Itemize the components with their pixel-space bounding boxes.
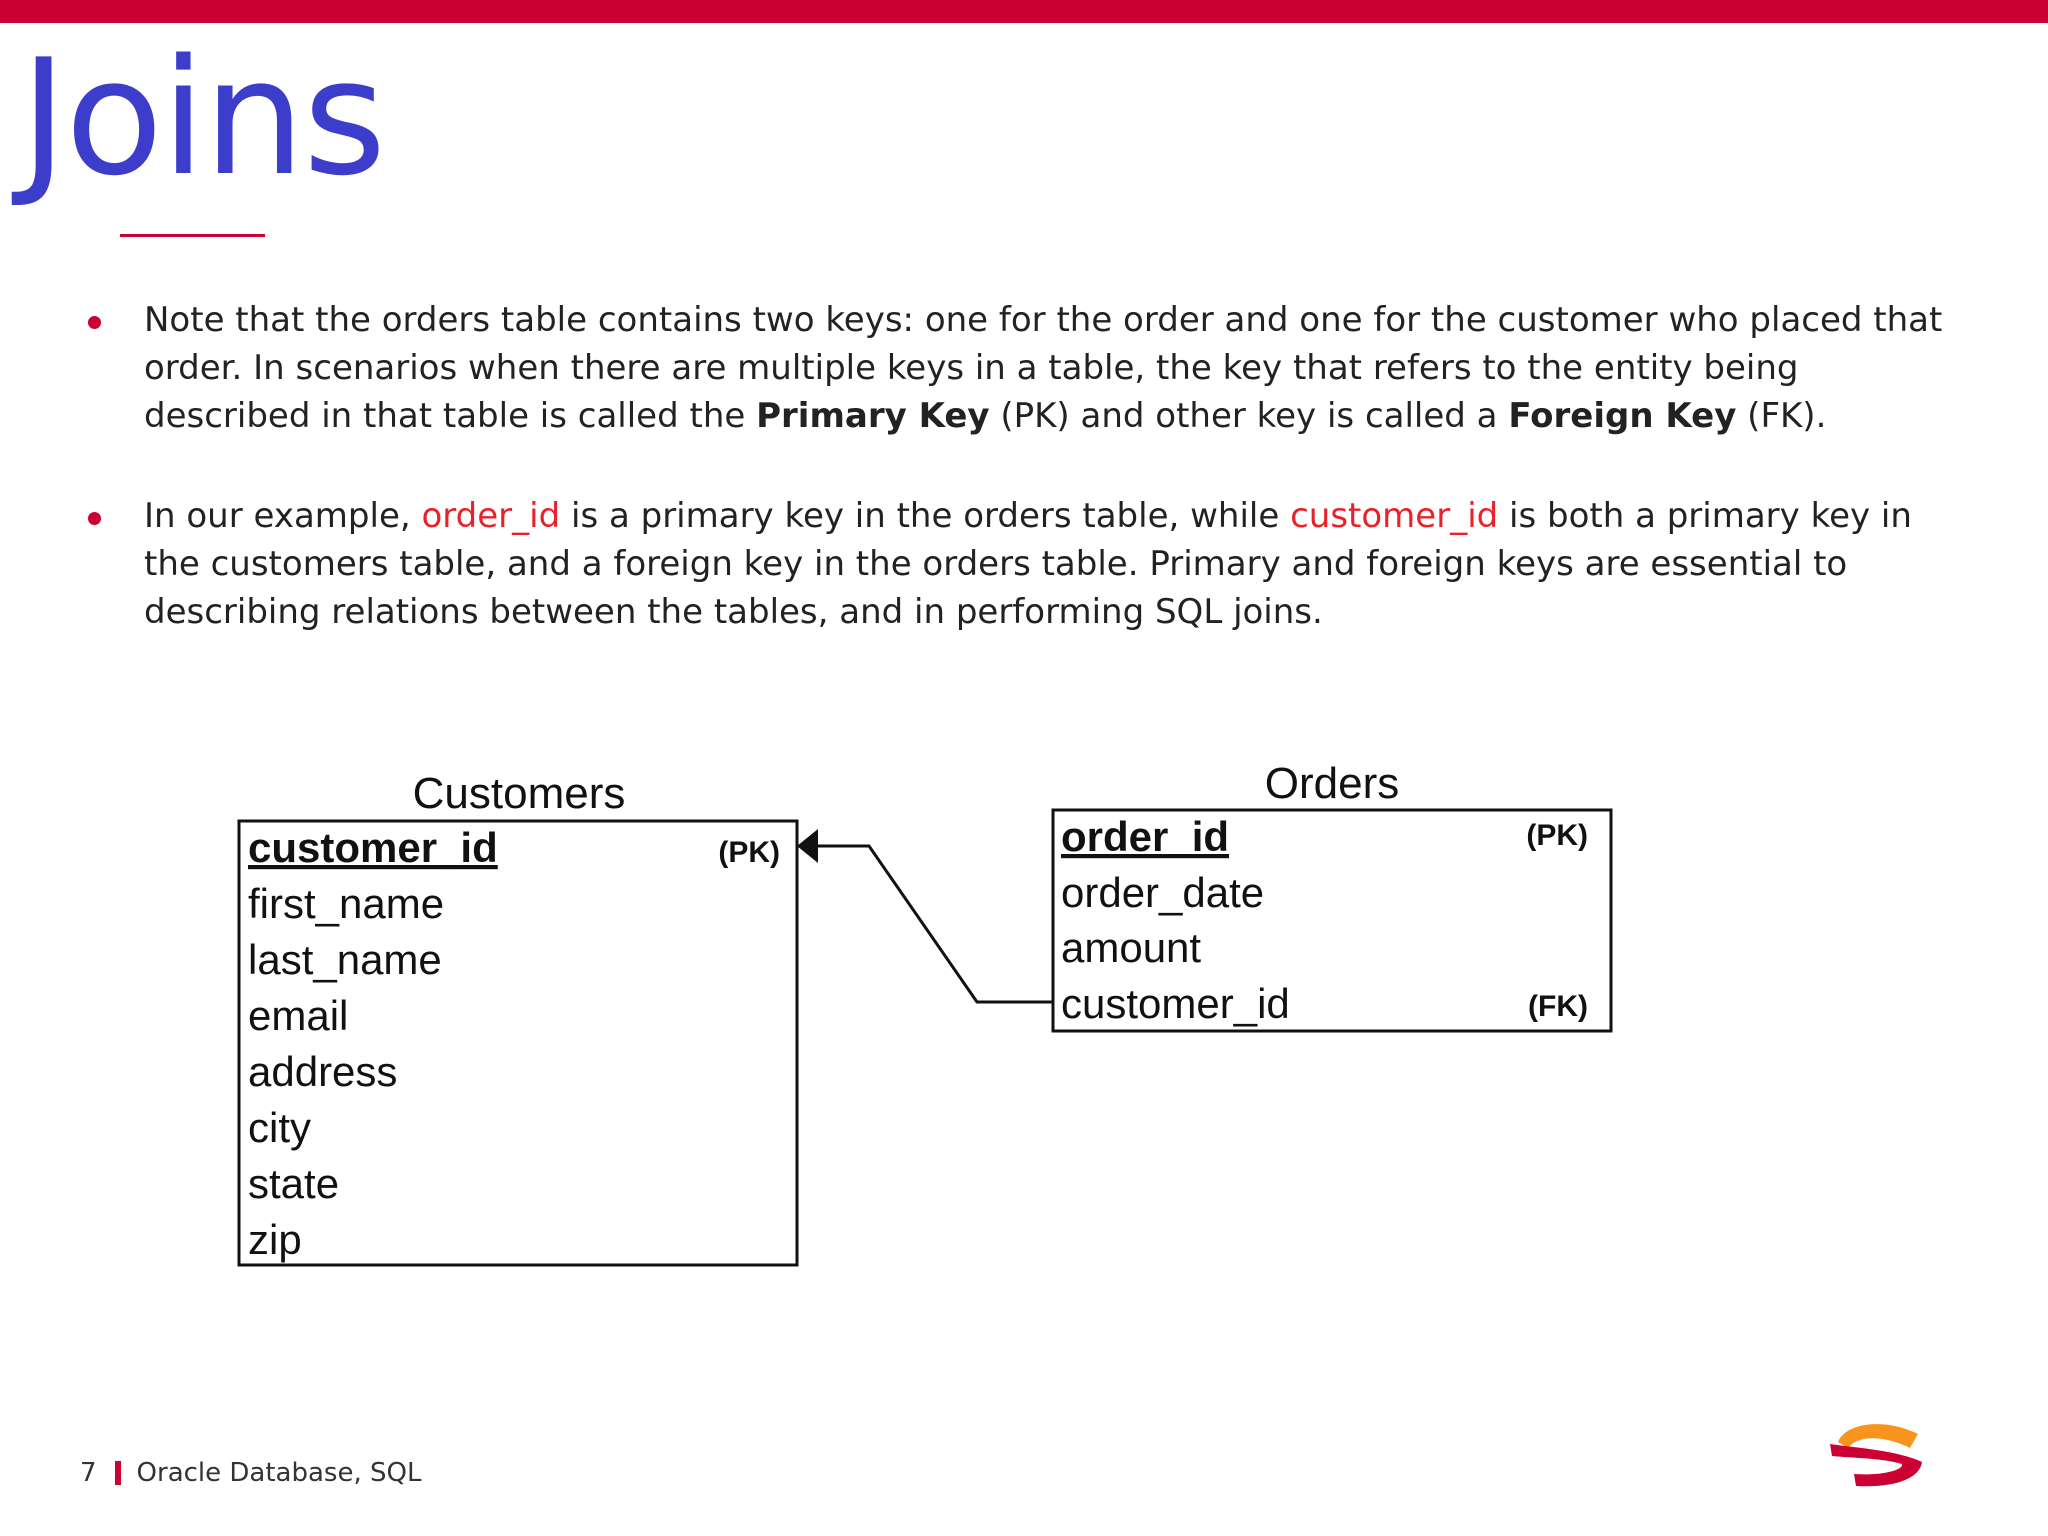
customers-field: address: [248, 1048, 398, 1095]
customers-field: first_name: [248, 880, 445, 927]
slide-title: Joins: [20, 24, 385, 211]
customers-field: customer_id: [248, 824, 498, 871]
orders-key-label: (FK): [1528, 990, 1588, 1023]
footer-text: Oracle Database, SQL: [136, 1458, 422, 1488]
bold-term: Foreign Key: [1508, 396, 1737, 436]
orders-key-label: (PK): [1526, 819, 1588, 852]
company-logo-icon: [1826, 1414, 1926, 1490]
bullet-text: In our example, order_id is a primary key in the orders table, while customer_id is both a primary key in the customers table, and a foreign key in the orders table. Primary and foreign keys are essential to describing relations between the tables, and in performing SQL joins.: [144, 496, 1912, 632]
logo-red-swoosh: [1830, 1444, 1922, 1486]
relationship-connector: [818, 846, 1053, 1002]
customers-field: email: [248, 992, 349, 1039]
orders-field: amount: [1061, 924, 1202, 971]
customers-field: last_name: [248, 936, 442, 983]
highlight-term: customer_id: [1290, 496, 1499, 536]
page-number: 7: [80, 1458, 97, 1488]
arrow-head-icon: [797, 829, 818, 863]
orders-field: order_id: [1061, 813, 1230, 860]
footer: [80, 1458, 421, 1488]
highlight-term: order_id: [421, 496, 561, 536]
customers-field: city: [248, 1104, 311, 1151]
customers-field: state: [248, 1160, 340, 1207]
footer-separator: [115, 1461, 121, 1485]
orders-field: customer_id: [1061, 980, 1290, 1027]
bold-term: Primary Key: [756, 396, 990, 436]
bullet-text: Note that the orders table contains two keys: one for the order and one for the customer who placed that order. In scenarios when there are multiple keys in a table, the key that refers to the entity being described in that table is called the Primary Key (PK) and other key is called a Foreign Key (FK).: [144, 300, 1943, 436]
orders-field: order_date: [1061, 869, 1265, 916]
orders-table-title: Orders: [1264, 759, 1400, 808]
customers-key-label: (PK): [718, 836, 780, 869]
customers-table-title: Customers: [412, 769, 626, 818]
customers-field: zip: [248, 1216, 302, 1263]
logo-orange-swoosh: [1838, 1424, 1918, 1448]
